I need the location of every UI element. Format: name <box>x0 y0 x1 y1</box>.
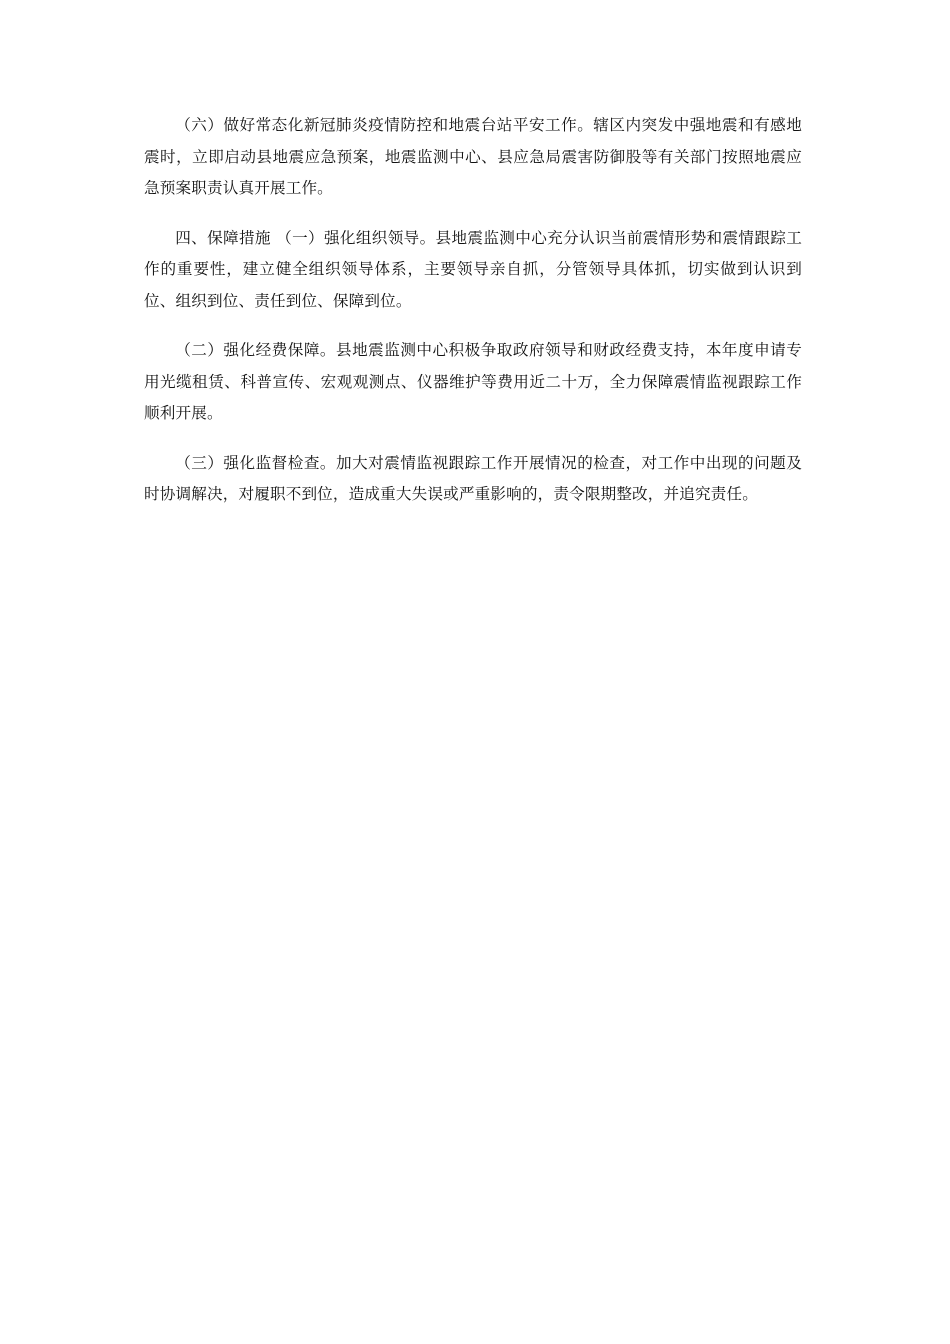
paragraph-epidemic-and-station-safety: （六）做好常态化新冠肺炎疫情防控和地震台站平安工作。辖区内突发中强地震和有感地震时，立即启动县地震应急预案，地震监测中心、县应急局震害防御股等有关部门按照地震应急预案职责认真开展工作。 <box>144 116 802 197</box>
paragraph-funding-guarantee: （二）强化经费保障。县地震监测中心积极争取政府领导和财政经费支持，本年度申请专用光缆租赁、科普宣传、宏观观测点、仪器维护等费用近二十万，全力保障震情监视跟踪工作顺利开展。 <box>144 341 802 422</box>
document-body <box>144 110 802 529</box>
paragraph-safeguard-organization: 四、保障措施 （一）强化组织领导。县地震监测中心充分认识当前震情形势和震情跟踪工作的重要性，建立健全组织领导体系，主要领导亲自抓，分管领导具体抓，切实做到认识到位、组织到位、责任到位、保障到位。 <box>144 228 802 310</box>
paragraph-supervision-inspection: （三）强化监督检查。加大对震情监视跟踪工作开展情况的检查，对工作中出现的问题及时协调解决，对履职不到位，造成重大失误或严重影响的，责令限期整改，并追究责任。 <box>144 453 802 503</box>
